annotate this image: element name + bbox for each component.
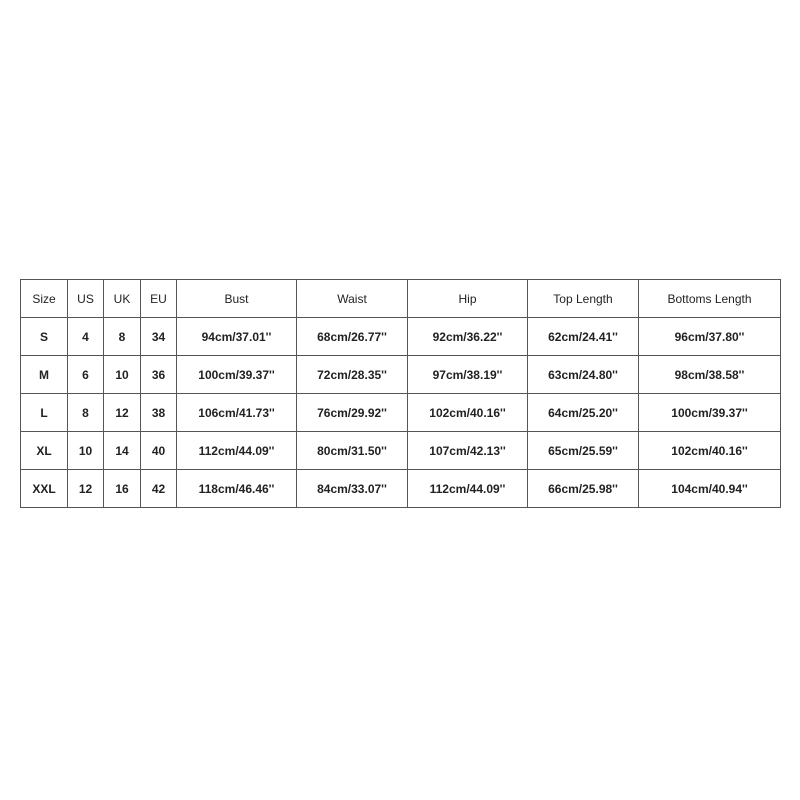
header-hip: Hip: [408, 280, 528, 318]
cell-us: 4: [68, 318, 104, 356]
cell-us: 8: [68, 394, 104, 432]
cell-top-length: 62cm/24.41'': [528, 318, 639, 356]
cell-bust: 106cm/41.73'': [177, 394, 297, 432]
header-waist: Waist: [297, 280, 408, 318]
cell-bottoms-length: 96cm/37.80'': [639, 318, 781, 356]
cell-eu: 38: [141, 394, 177, 432]
cell-top-length: 66cm/25.98'': [528, 470, 639, 508]
cell-eu: 42: [141, 470, 177, 508]
cell-hip: 92cm/36.22'': [408, 318, 528, 356]
table-row: [21, 470, 781, 508]
cell-bust: 112cm/44.09'': [177, 432, 297, 470]
header-top-length: Top Length: [528, 280, 639, 318]
cell-eu: 34: [141, 318, 177, 356]
header-size: Size: [21, 280, 68, 318]
cell-bottoms-length: 100cm/39.37'': [639, 394, 781, 432]
table-row: [21, 356, 781, 394]
cell-bottoms-length: 98cm/38.58'': [639, 356, 781, 394]
size-chart-table: [20, 279, 781, 508]
cell-bottoms-length: 102cm/40.16'': [639, 432, 781, 470]
cell-hip: 112cm/44.09'': [408, 470, 528, 508]
cell-size: XL: [21, 432, 68, 470]
cell-bust: 94cm/37.01'': [177, 318, 297, 356]
cell-us: 6: [68, 356, 104, 394]
header-bust: Bust: [177, 280, 297, 318]
cell-waist: 84cm/33.07'': [297, 470, 408, 508]
table-header-row: [21, 280, 781, 318]
table-row: [21, 318, 781, 356]
cell-uk: 16: [104, 470, 141, 508]
cell-bust: 100cm/39.37'': [177, 356, 297, 394]
cell-bust: 118cm/46.46'': [177, 470, 297, 508]
header-eu: EU: [141, 280, 177, 318]
cell-size: M: [21, 356, 68, 394]
header-bottoms-length: Bottoms Length: [639, 280, 781, 318]
cell-size: L: [21, 394, 68, 432]
table-row: [21, 394, 781, 432]
header-uk: UK: [104, 280, 141, 318]
table-row: [21, 432, 781, 470]
cell-waist: 72cm/28.35'': [297, 356, 408, 394]
cell-uk: 14: [104, 432, 141, 470]
cell-waist: 80cm/31.50'': [297, 432, 408, 470]
cell-us: 10: [68, 432, 104, 470]
cell-hip: 97cm/38.19'': [408, 356, 528, 394]
cell-size: S: [21, 318, 68, 356]
cell-hip: 102cm/40.16'': [408, 394, 528, 432]
cell-top-length: 65cm/25.59'': [528, 432, 639, 470]
cell-waist: 68cm/26.77'': [297, 318, 408, 356]
cell-uk: 10: [104, 356, 141, 394]
cell-us: 12: [68, 470, 104, 508]
cell-eu: 36: [141, 356, 177, 394]
cell-bottoms-length: 104cm/40.94'': [639, 470, 781, 508]
cell-uk: 12: [104, 394, 141, 432]
header-us: US: [68, 280, 104, 318]
cell-uk: 8: [104, 318, 141, 356]
cell-top-length: 64cm/25.20'': [528, 394, 639, 432]
cell-hip: 107cm/42.13'': [408, 432, 528, 470]
cell-waist: 76cm/29.92'': [297, 394, 408, 432]
cell-top-length: 63cm/24.80'': [528, 356, 639, 394]
cell-eu: 40: [141, 432, 177, 470]
cell-size: XXL: [21, 470, 68, 508]
